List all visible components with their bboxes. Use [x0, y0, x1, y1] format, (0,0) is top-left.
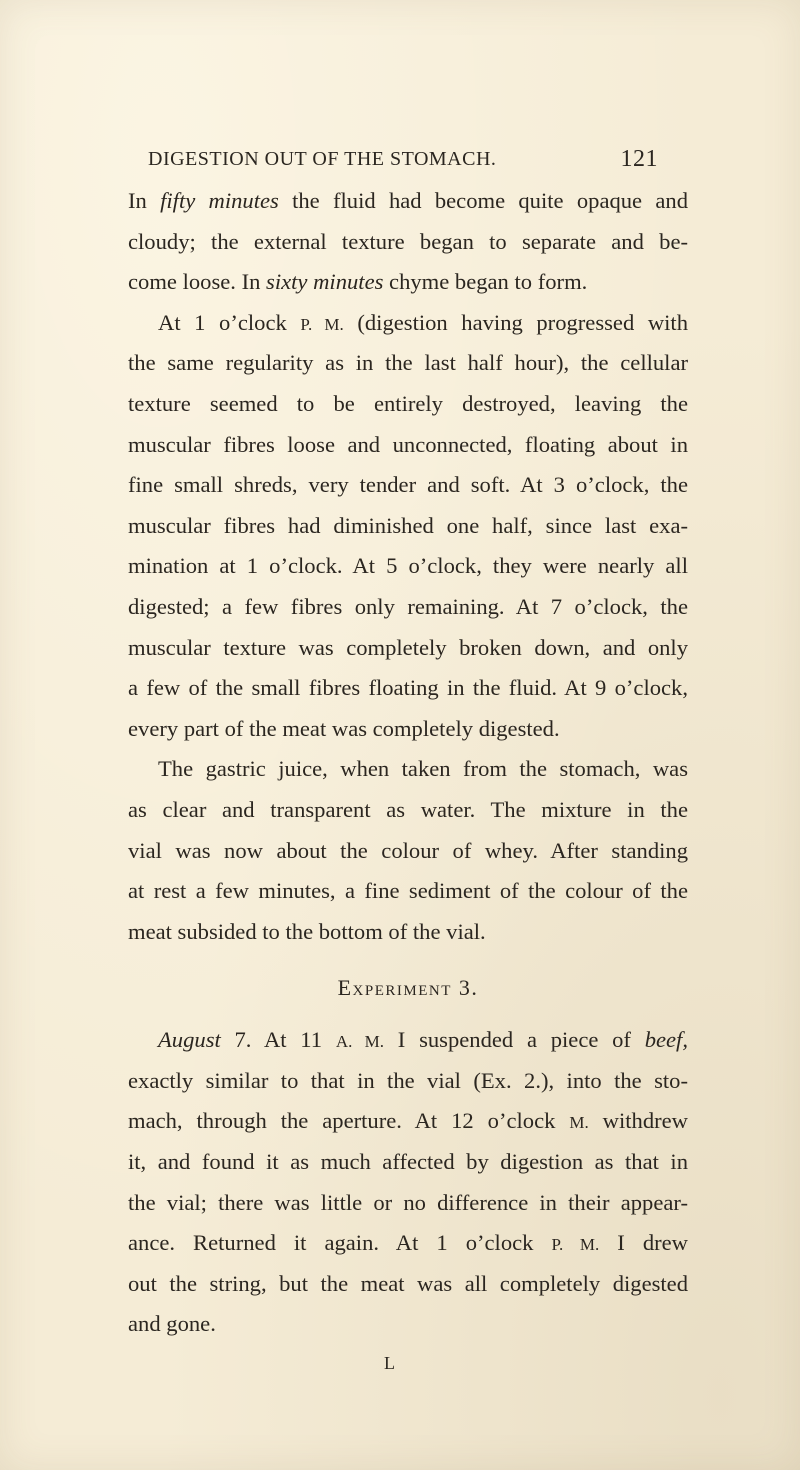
text-run: (digestion having progressed with	[343, 309, 688, 335]
text-line: texture seemed to be entirely destroyed, leaving the	[128, 390, 688, 416]
experiment-heading: Experiment 3.	[337, 975, 479, 1001]
text-run: the fluid had become quite opaque and	[278, 188, 688, 213]
text-line: muscular fibres had diminished one half, since last exa-	[128, 512, 688, 538]
text-line: The gastric juice, when taken from the stomach, was	[158, 756, 688, 782]
text-line	[128, 1020, 688, 1061]
signature-mark: L	[384, 1353, 395, 1373]
text-line: a few of the small fibres floating in the fluid. At 9 o’clock,	[128, 675, 688, 701]
text-run: withdrew	[588, 1108, 689, 1134]
text-line: at rest a few minutes, a fine sediment of the colour of the	[128, 878, 688, 904]
text-line: out the string, but the meat was all completely digested	[128, 1270, 688, 1296]
italic-text: beef,	[644, 1027, 688, 1053]
text-run: ance. Returned it again. At 1 o’clock	[128, 1230, 552, 1256]
italic-text: sixty minutes	[266, 269, 384, 295]
body-text	[128, 181, 688, 1345]
running-head	[148, 148, 658, 178]
text-run: I suspended a piece of	[384, 1027, 645, 1053]
text-line: fine small shreds, very tender and soft. At 3 o’clock, the	[128, 472, 688, 498]
text-line: cloudy; the external texture began to separate and be-	[128, 228, 688, 254]
text-line	[128, 181, 688, 222]
small-caps-text: A. M.	[335, 1032, 385, 1052]
text-line: as clear and transparent as water. The mixture in the	[128, 796, 688, 822]
text-run: I drew	[599, 1230, 688, 1256]
text-line: mination at 1 o’clock. At 5 o’clock, they were nearly all	[128, 553, 688, 579]
text-line: meat subsided to the bottom of the vial.	[128, 918, 486, 944]
text-line: the same regularity as in the last half hour), the cellular	[128, 350, 688, 376]
text-run: come loose. In	[128, 269, 267, 295]
text-run: mach, through the aperture. At 12 o’clock	[128, 1108, 570, 1134]
text-run: At 1 o’clock	[158, 309, 301, 335]
italic-text: August	[158, 1027, 221, 1053]
text-run: 7. At 11	[220, 1027, 336, 1053]
small-caps-text: P. M.	[300, 314, 344, 334]
text-line: digested; a few fibres only remaining. At 7 o’clock, the	[128, 593, 688, 619]
small-caps-text: M.	[569, 1113, 589, 1133]
text-line: exactly similar to that in the vial (Ex. 2.), into the sto-	[128, 1067, 688, 1093]
text-line: every part of the meat was completely digested.	[128, 715, 560, 741]
text-line	[128, 1223, 688, 1264]
text-run: chyme began to form.	[383, 269, 588, 295]
text-line: the vial; there was little or no difference in their appear-	[128, 1189, 688, 1215]
running-title: DIGESTION OUT OF THE STOMACH.	[148, 148, 497, 170]
text-line: muscular texture was completely broken down, and only	[128, 634, 688, 660]
text-run: In	[128, 188, 161, 213]
text-line	[128, 262, 688, 303]
text-line: and gone.	[128, 1311, 216, 1337]
page-number: 121	[620, 146, 658, 172]
small-caps-text: P. M.	[551, 1235, 600, 1255]
text-line: vial was now about the colour of whey. After standing	[128, 837, 688, 863]
text-line: it, and found it as much affected by digestion as that in	[128, 1149, 688, 1175]
italic-text: fifty minutes	[160, 188, 279, 213]
text-line	[128, 1101, 688, 1142]
text-line: muscular fibres loose and unconnected, floating about in	[128, 431, 688, 457]
text-line	[128, 303, 688, 344]
